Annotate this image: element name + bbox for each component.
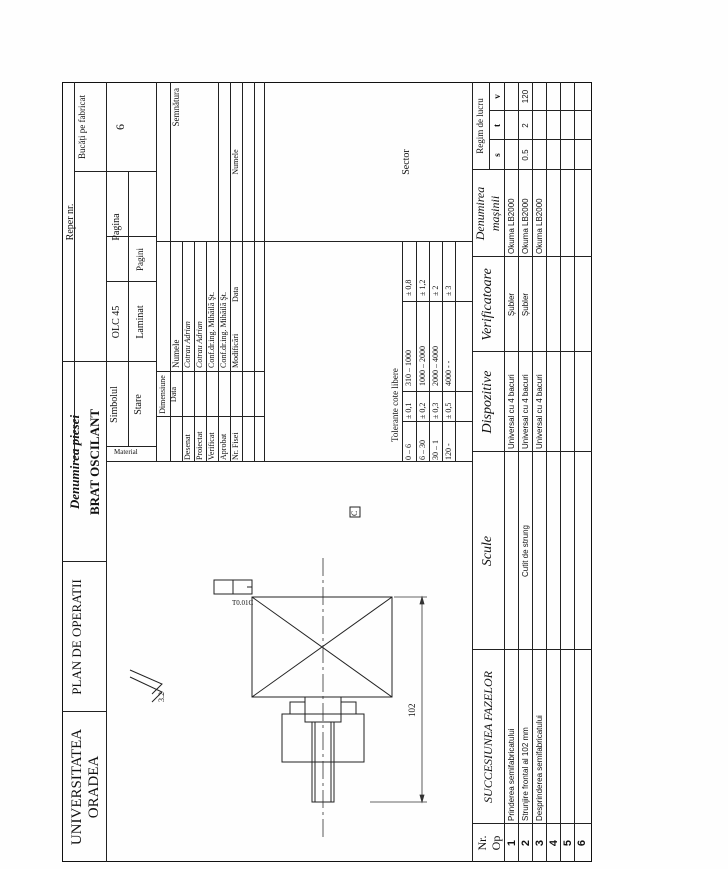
- th-dispozitive: Dispozitive: [480, 370, 495, 434]
- row2-faza: Strunjire frontal al 102 mm: [521, 727, 530, 821]
- bucati-value: 6: [113, 124, 127, 130]
- th-nr: Nr.: [475, 835, 489, 851]
- row2-v: 120: [521, 89, 530, 104]
- rule-row-3: [546, 82, 547, 862]
- tol-r3-d: ± 2: [431, 285, 440, 296]
- sig-name-1: Cotrau Adrian: [183, 321, 192, 368]
- rule-tol-r4: [455, 242, 456, 462]
- reper-label: Reper nr.: [65, 203, 76, 241]
- stare-label: Stare: [133, 394, 144, 415]
- rule-under-institution: [106, 82, 107, 862]
- row1-dispozitive: Universal cu 4 bacuri: [507, 374, 516, 449]
- th-masini-1: Denumirea: [473, 186, 487, 241]
- data2-label: Data: [231, 286, 240, 302]
- sig-data-label: Data: [169, 386, 178, 403]
- th-s: s: [492, 153, 502, 157]
- simbol-label: Simbolul: [109, 386, 120, 423]
- row1-faza: Prinderea semifabricatului: [507, 728, 516, 821]
- sig-name-2: Cotrau Adrian: [195, 321, 204, 368]
- operation-plan-sheet: [62, 82, 592, 862]
- rule-row-4: [560, 82, 561, 862]
- rule-col-t: [489, 110, 592, 111]
- row1-masina: Okuma LB2000: [507, 198, 516, 254]
- rule-sig-bottom: [264, 82, 265, 462]
- rule-regim: [489, 82, 490, 170]
- rule-tol-r2: [429, 242, 430, 462]
- sig-role-3: Verificat: [207, 432, 216, 460]
- row3-masina: Okuma LB2000: [535, 198, 544, 254]
- row1-nr: 1: [506, 839, 518, 847]
- numele2-label: Numele: [231, 149, 240, 175]
- sig-role-2: Proiectat: [195, 431, 204, 460]
- th-v: v: [492, 94, 502, 99]
- tol-r1-c: 310 – 1000: [404, 350, 413, 386]
- rule-tol-right: [264, 241, 472, 242]
- rule-sig-7: [254, 82, 255, 462]
- th-verificatoare: Verificatoare: [480, 268, 495, 341]
- rule-under-table-header: [504, 82, 505, 862]
- simbol-value: OLC 45: [111, 305, 122, 339]
- datum-letter: C: [350, 510, 359, 516]
- rule-tol-c3: [402, 301, 472, 302]
- institution-line1: UNIVERSITATEA: [69, 728, 85, 846]
- tol-r2-a: 6 – 30: [418, 440, 427, 460]
- th-masini-2: mașinii: [488, 195, 502, 232]
- row3-faza: Desprinderea semifabricatului: [535, 715, 544, 821]
- tol-r4-d: ± 3: [444, 285, 453, 296]
- row2-scule: Cutit de strung: [521, 524, 530, 578]
- rule-row-1: [518, 82, 519, 862]
- tol-r4-a: 120 -: [444, 443, 453, 460]
- rule-tol-r3: [442, 242, 443, 462]
- part-drawing: [122, 467, 462, 842]
- tolerance-title: Tolerante cote libere: [390, 368, 400, 442]
- rule-tol-title: [402, 242, 403, 462]
- rule-tol-c2: [402, 391, 472, 392]
- modificari-label: Modificări: [231, 333, 240, 368]
- tol-r3-c: 2000 – 4000: [431, 346, 440, 386]
- rule-tol-c1: [402, 421, 472, 422]
- sig-name-3: Conf.dr.ing. Mihăilă Şt.: [207, 292, 216, 368]
- tol-r1-b: ± 0,1: [404, 402, 413, 419]
- sig-numele-label: Numele: [171, 339, 181, 368]
- rule-tol-left: [264, 461, 472, 462]
- tol-r4-b: ± 0,5: [444, 402, 453, 419]
- row2-verificatoare: Şubler: [521, 292, 530, 317]
- semnatura-label: Semnătura: [171, 88, 181, 127]
- rule-simbol-row: [128, 282, 129, 447]
- tol-r2-c: 1000 – 2000: [418, 346, 427, 386]
- tol-r2-d: ± 1,2: [418, 279, 427, 296]
- dimensiune-label: Dimensiune: [158, 375, 167, 414]
- rule-bucati: [74, 82, 75, 462]
- roughness-value: 3.2: [157, 692, 166, 702]
- row3-dispozitive: Universal cu 4 bacuri: [535, 374, 544, 449]
- material-label: Material: [114, 448, 138, 456]
- rule-tol-r1: [416, 242, 417, 462]
- row2-masina: Okuma LB2000: [521, 198, 530, 254]
- bucati-label: Bucăți pe fabricat: [77, 95, 87, 159]
- institution-line2: ORADEA: [86, 755, 102, 819]
- rule-row-5: [574, 82, 575, 862]
- row2-nr: 2: [520, 839, 532, 847]
- dimension-102: 102: [407, 703, 417, 717]
- tol-r3-a: 30 – 1: [431, 440, 440, 460]
- rule-sig-6: [242, 82, 243, 462]
- tol-r2-b: ± 0,2: [418, 402, 427, 419]
- pagini-label: Pagini: [135, 248, 145, 272]
- nr-fisei-label: Nr. Fisei: [231, 432, 240, 460]
- row2-s: 0.5: [521, 149, 530, 161]
- row1-verificatoare: Şubler: [507, 292, 516, 317]
- tol-r3-b: ± 0,3: [431, 402, 440, 419]
- rule-pagina-row: [128, 172, 129, 282]
- tol-r4-c: 4000 - -: [444, 360, 453, 386]
- th-t: t: [492, 124, 502, 127]
- rule-col-s: [489, 139, 592, 140]
- chuck-jaw-top: [290, 702, 305, 714]
- row2-dispozitive: Universal cu 4 bacuri: [521, 374, 530, 449]
- row2-t: 2: [521, 123, 530, 128]
- pagina-label: Pagina: [111, 213, 122, 241]
- row3-nr: 3: [534, 839, 546, 847]
- rule-sig-5: [230, 82, 231, 462]
- row4-nr: 4: [548, 839, 560, 847]
- sector-label: Sector: [401, 149, 412, 175]
- th-regim: Regim de lucru: [475, 98, 485, 154]
- stare-value: Laminat: [135, 305, 146, 339]
- th-op: Op: [489, 835, 503, 851]
- tol-r1-a: 0 – 6: [404, 444, 413, 460]
- sig-name-4: Conf.dr.ing. Mihăilă Şt.: [219, 292, 228, 368]
- tolerance-frame-text: T0.01C: [232, 599, 254, 607]
- row5-nr: 5: [562, 839, 574, 847]
- rule-sig-4: [218, 82, 219, 462]
- row6-nr: 6: [576, 839, 588, 847]
- part-name-label: Denumirea piesei: [67, 414, 82, 510]
- th-succesiunea: SUCCESIUNEA FAZELOR: [481, 671, 495, 803]
- sig-role-4: Aprobat: [219, 433, 228, 460]
- tol-r1-d: ± 0,8: [404, 279, 413, 296]
- doc-type-title: PLAN DE OPERATII: [69, 579, 84, 695]
- sig-role-1: Desenat: [183, 434, 192, 460]
- chuck-jaw-bottom: [341, 702, 356, 714]
- th-scule: Scule: [480, 535, 495, 567]
- rule-row-2: [532, 82, 533, 862]
- part-name: BRAT OSCILANT: [87, 408, 102, 516]
- rule-material-bottom: [156, 82, 157, 462]
